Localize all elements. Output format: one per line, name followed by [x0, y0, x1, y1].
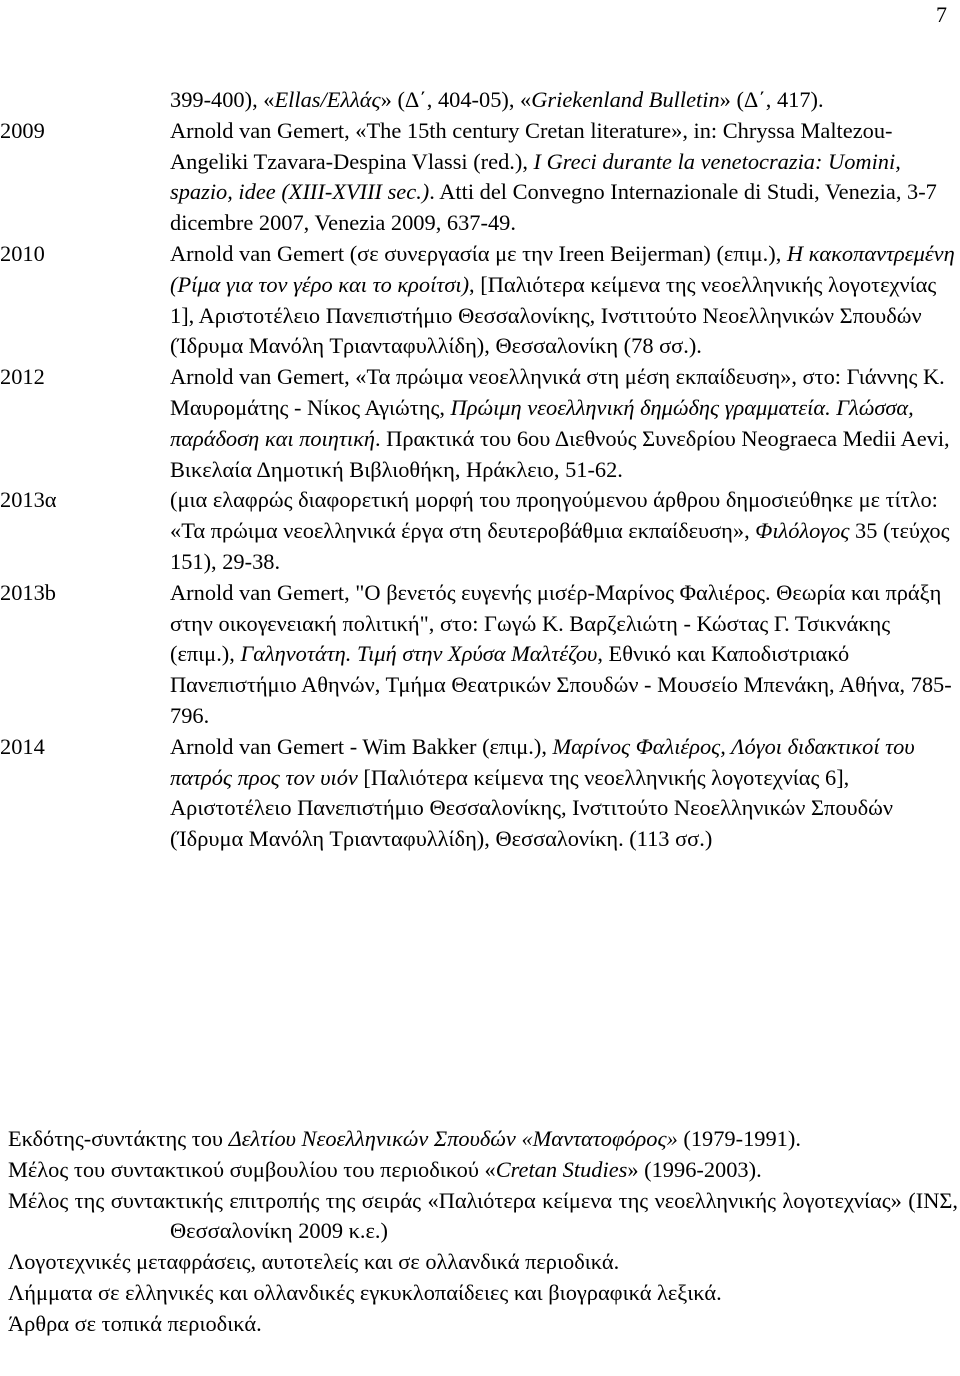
- text-segment: Λογοτεχνικές μεταφράσεις, αυτοτελείς και σε ολλανδικά περιοδικά.: [8, 1249, 620, 1275]
- italic-text: Φιλόλογος: [755, 518, 850, 544]
- entry-year: 2012: [0, 364, 45, 390]
- entry-text: [170, 485, 958, 577]
- text-segment: Arnold van Gemert - Wim Bakker (επιμ.),: [170, 733, 553, 759]
- role-item: [0, 1278, 958, 1309]
- text-segment: 399-400), «: [170, 87, 275, 112]
- text-segment: Arnold van Gemert, "Ο βενετός ευγενής μισέρ-Μαρίνος Φαλιέρος. Θεωρία και πράξη στην οικογενειακή πολιτική", στο: Γωγώ Κ. Βαρζελιώτη - Κώστας Γ. Τσικνάκης (επιμ.),: [170, 579, 942, 667]
- entry-year: 2013α: [0, 487, 57, 513]
- text-segment: . Πρακτικά του 6ου Διεθνούς Συνεδρίου Neograeca Medii Aevi, Βικελαία Δημοτική Βιβλιοθήκη, Ηράκλειο, 51-62.: [170, 425, 950, 482]
- text-segment: Arnold van Gemert, «The 15th century Cretan literature», in: Chryssa Maltezou-Angeliki Tzavara-Despina Vlassi (red.),: [170, 117, 893, 174]
- role-item: [0, 1186, 958, 1248]
- text-segment: Arnold van Gemert, «Τα πρώιμα νεοελληνικά στη μέση εκπαίδευση», στο: Γιάννης Κ. Μαυρομάτης - Νίκος Αγιώτης,: [170, 364, 945, 420]
- entry-year: 2009: [0, 117, 45, 143]
- text-segment: . Atti del Convegno Internazionale di Studi, Venezia, 3-7 dicembre 2007, Venezia 2009, 637-49.: [170, 179, 937, 236]
- editorial-roles-list: [0, 1124, 958, 1340]
- role-item: [0, 1309, 958, 1340]
- text-segment: Λήμματα σε ελληνικές και ολλανδικές εγκυκλοπαίδειες και βιογραφικά λεξικά.: [8, 1279, 722, 1305]
- italic-text: Δελτίου Νεοελληνικών Σπουδών «Μαντατοφόρος»: [228, 1126, 678, 1151]
- role-item: [0, 1247, 958, 1278]
- italic-text: I Greci durante la venetocrazia: Uomini, spazio, idee (XIII-XVIII sec.): [170, 148, 901, 205]
- role-item: [0, 1155, 958, 1186]
- bibliography-entry: [0, 485, 958, 577]
- bibliography-list: [0, 85, 958, 855]
- text-segment: , Εθνικό και Καποδιστριακό Πανεπιστήμιο Αθηνών, Τμήμα Θεατρικών Σπουδών - Μουσείο Μπενάκη, Αθήνα, 785-796.: [170, 641, 952, 728]
- text-segment: (μια ελαφρώς διαφορετική μορφή του προηγούμενου άρθρου δημοσιεύθηκε με τίτλο: «Τα πρώιμα νεοελληνικά έργα στη δευτεροβάθμια εκπαίδευση»,: [170, 487, 938, 544]
- text-segment: , [Παλιότερα κείμενα της νεοελληνικής λογοτεχνίας 1], Αριστοτέλειο Πανεπιστήμιο Θεσσαλονίκης, Ινστιτούτο Νεοελληνικών Σπουδών (Ίδρυμα Μανόλη Τριανταφυλλίδη), Θεσσαλονίκη (78 σσ.).: [170, 271, 937, 359]
- bibliography-entry: [0, 732, 958, 855]
- italic-text: Cretan Studies: [495, 1156, 628, 1182]
- entry-text: [170, 732, 958, 855]
- text-segment: Μέλος της συντακτικής επιτροπής της σειράς «Παλιότερα κείμενα της νεοελληνικής λογοτεχνίας» (ΙΝΣ, Θεσσαλονίκη 2009 κ.ε.): [8, 1187, 958, 1244]
- bibliography-entry: [0, 362, 958, 485]
- text-segment: 35 (τεύχος 151), 29-38.: [170, 518, 950, 574]
- entry-text: [170, 578, 958, 732]
- italic-text: Γαληνοτάτη. Τιμή στην Χρύσα Μαλτέζου: [240, 641, 598, 667]
- text-segment: Άρθρα σε τοπικά περιοδικά.: [8, 1310, 262, 1336]
- text-segment: Εκδότης-συντάκτης του: [8, 1126, 229, 1151]
- entry-year: 2010: [0, 240, 45, 266]
- italic-text: Griekenland Bulletin: [531, 87, 720, 112]
- role-item: [0, 1124, 958, 1155]
- entry-year: 2014: [0, 733, 45, 759]
- text-segment: » (Δ΄, 417).: [719, 87, 824, 112]
- text-segment: Μέλος του συντακτικού συμβουλίου του περιοδικού «: [8, 1156, 496, 1182]
- entry-year: 2013b: [0, 579, 56, 605]
- italic-text: Η κακοπαντρεμένη (Ρίμα για τον γέρο και το κροίτσι): [170, 240, 955, 297]
- text-segment: » (1996-2003).: [627, 1156, 762, 1182]
- italic-text: Μαρίνος Φαλιέρος, Λόγοι διδακτικοί του πατρός προς τον υιόν: [170, 733, 915, 790]
- bibliography-entry: [0, 85, 958, 116]
- entry-text: [170, 116, 958, 239]
- italic-text: Πρώιμη νεοελληνική δημώδης γραμματεία. Γλώσσα, παράδοση και ποιητική: [170, 394, 914, 451]
- page-number: 7: [936, 2, 947, 27]
- bibliography-entry: [0, 116, 958, 239]
- bibliography-entry: [0, 578, 958, 732]
- text-segment: » (Δ΄, 404-05), «: [380, 87, 532, 112]
- entry-text: [170, 85, 958, 116]
- text-segment: Arnold van Gemert (σε συνεργασία με την Ireen Beijerman) (επιμ.),: [170, 240, 787, 266]
- text-segment: (1979-1991).: [677, 1126, 801, 1151]
- bibliography-entry: [0, 239, 958, 362]
- entry-text: [170, 239, 958, 362]
- entry-text: [170, 362, 958, 485]
- text-segment: [Παλιότερα κείμενα της νεοελληνικής λογοτεχνίας 6], Αριστοτέλειο Πανεπιστήμιο Θεσσαλονίκης, Ινστιτούτο Νεοελληνικών Σπουδών (Ίδρυμα Μανόλη Τριανταφυλλίδη), Θεσσαλονίκη. (113 σσ.): [170, 764, 894, 852]
- italic-text: Ellas/Ελλάς: [274, 87, 381, 112]
